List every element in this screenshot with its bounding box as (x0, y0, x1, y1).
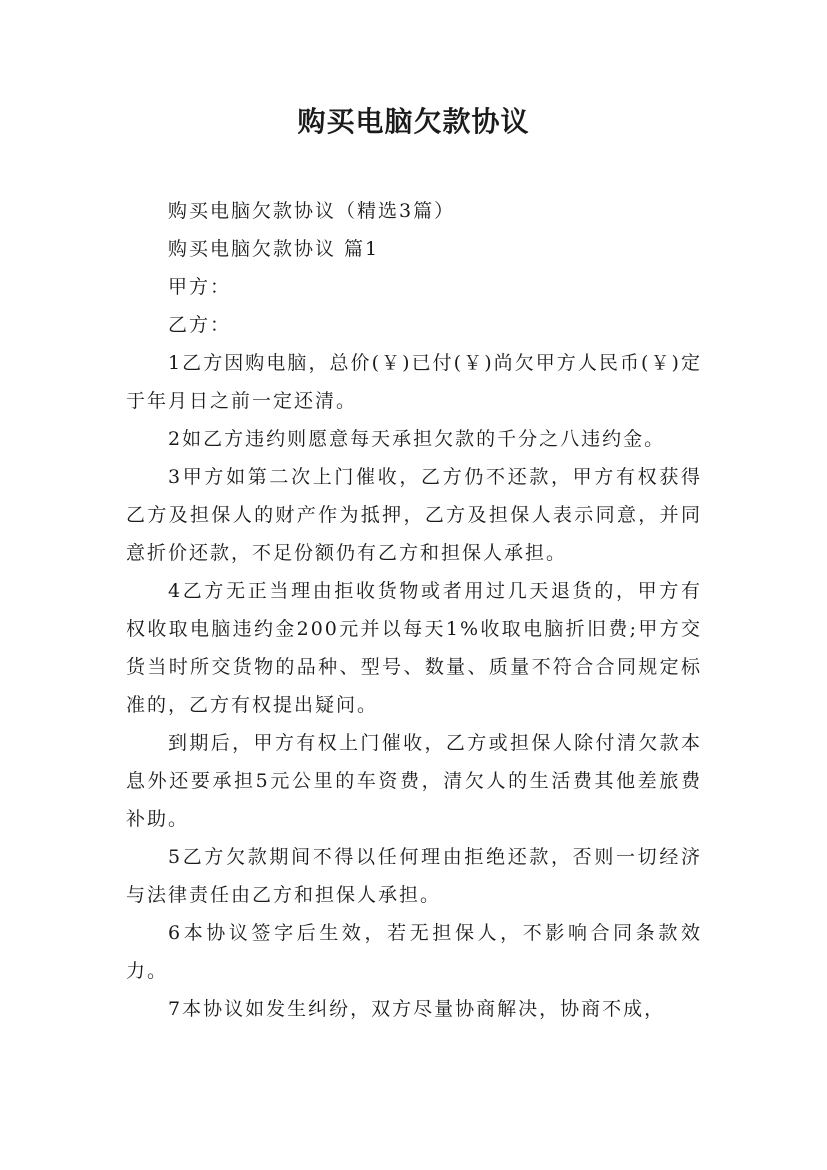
paragraph-subtitle: 购买电脑欠款协议（精选3篇） (168, 200, 456, 222)
document-body (126, 192, 702, 1028)
paragraph-clause-5: 5乙方欠款期间不得以任何理由拒绝还款，否则一切经济与法律责任由乙方和担保人承担。 (126, 846, 702, 906)
paragraph-party-b: 乙方： (168, 314, 232, 336)
paragraph-clause-3: 3甲方如第二次上门催收，乙方仍不还款，甲方有权获得乙方及担保人的财产作为抵押，乙方及担保人表示同意，并同意折价还款，不足份额仍有乙方和担保人承担。 (126, 466, 702, 564)
document-title: 购买电脑欠款协议 (297, 105, 530, 138)
paragraph-clause-6: 6本协议签字后生效，若无担保人，不影响合同条款效力。 (126, 922, 702, 982)
paragraph-clause-1: 1乙方因购电脑，总价(￥)已付(￥)尚欠甲方人民币(￥)定于年月日之前一定还清。 (126, 352, 702, 412)
paragraph-clause-2: 2如乙方违约则愿意每天承担欠款的千分之八违约金。 (168, 428, 666, 450)
paragraph-due-collection: 到期后，甲方有权上门催收，乙方或担保人除付清欠款本息外还要承担5元公里的车资费，清欠人的生活费其他差旅费补助。 (126, 732, 702, 830)
paragraph-clause-4: 4乙方无正当理由拒收货物或者用过几天退货的，甲方有权收取电脑违约金200元并以每天1%收取电脑折旧费;甲方交货当时所交货物的品种、型号、数量、质量不符合合同规定标准的，乙方有权提出疑问。 (126, 580, 702, 716)
paragraph-party-a: 甲方： (168, 276, 232, 298)
paragraph-section-heading: 购买电脑欠款协议 篇1 (168, 238, 380, 260)
paragraph-clause-7: 7本协议如发生纠纷，双方尽量协商解决，协商不成， (168, 998, 666, 1020)
